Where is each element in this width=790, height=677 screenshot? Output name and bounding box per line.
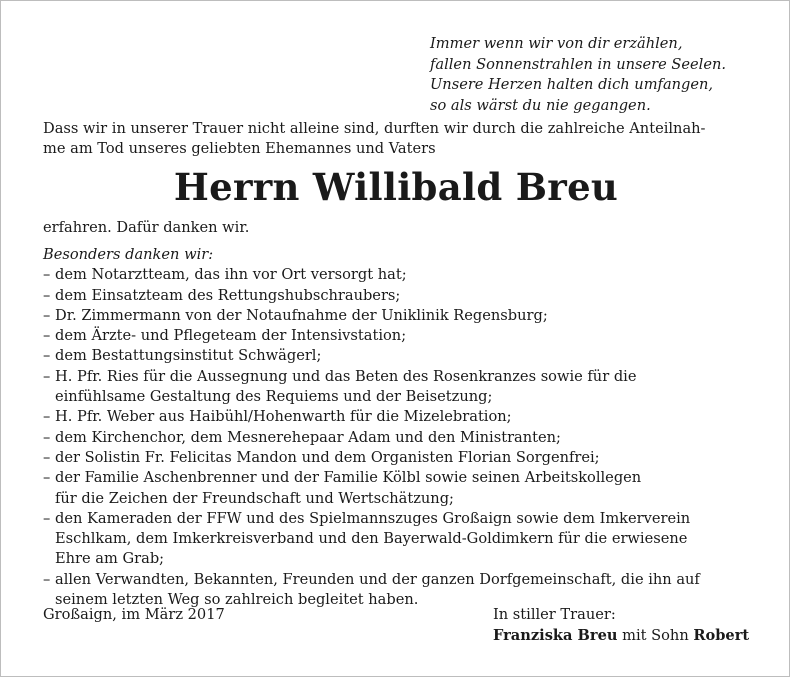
list-dash: – (43, 367, 51, 385)
thanks-list (43, 265, 763, 610)
thanks-item-text: allen Verwandten, Bekannten, Freunden und der ganzen Dorfgemeinschaft, die ihn auf seinem letzten Weg so zahlreich begleitet haben. (55, 570, 700, 609)
list-dash: – (43, 469, 51, 487)
thanks-item (43, 448, 763, 468)
thanks-item (43, 367, 763, 408)
list-dash: – (43, 306, 51, 324)
poem-line: Immer wenn wir von dir erzählen, (430, 35, 683, 52)
poem-line: so als wärst du nie gegangen. (430, 96, 651, 114)
thanks-item (43, 346, 763, 366)
list-dash: – (43, 428, 51, 446)
signer-joiner: mit Sohn (617, 626, 694, 644)
after-name-text: erfahren. Dafür danken wir. (43, 219, 250, 236)
thanks-item-text: dem Notarztteam, das ihn vor Ort versorgt hat; (55, 266, 407, 284)
thanks-item-text: H. Pfr. Weber aus Haibühl/Hohenwarth für die Mizelebration; (55, 408, 512, 426)
thanks-section (43, 245, 763, 610)
thanks-heading: Besonders danken wir: (43, 246, 214, 263)
thanks-item (43, 286, 763, 306)
thanks-item (43, 306, 763, 326)
thanks-item (43, 428, 763, 448)
signer-son: Robert (693, 626, 750, 644)
intro-paragraph (43, 119, 753, 159)
list-dash: – (43, 347, 51, 365)
poem-line: fallen Sonnenstrahlen in unsere Seelen. (430, 55, 726, 73)
in-mourning-label: In stiller Trauer: (493, 606, 616, 623)
signer-name: Franziska Breu (493, 626, 618, 644)
thanks-item-text: dem Kirchenchor, dem Mesnerehepaar Adam und den Ministranten; (55, 428, 561, 446)
list-dash: – (43, 408, 51, 426)
thanks-item-text: dem Einsatzteam des Rettungshubschraubers; (55, 286, 401, 304)
list-dash: – (43, 509, 51, 527)
signer-line (493, 626, 749, 647)
thanks-item-text: den Kameraden der FFW und des Spielmannszuges Großaign sowie dem Imkerverein Eschlkam, dem Imkerkreisverband und den Bayerwald-Goldimkern für die erwiesene Ehre am Grab; (55, 509, 691, 568)
list-dash: – (43, 570, 51, 588)
list-dash: – (43, 448, 51, 466)
intro-line: Dass wir in unserer Trauer nicht alleine sind, durften wir durch die zahlreiche Anteilnah- (43, 120, 706, 137)
thanks-item-text: der Familie Aschenbrenner und der Familie Kölbl sowie seinen Arbeitskollegen für die Zeichen der Freundschaft und Wertschätzung; (55, 469, 642, 507)
list-dash: – (43, 266, 51, 284)
poem-line: Unsere Herzen halten dich umfangen, (430, 76, 714, 93)
thanks-item-text: Dr. Zimmermann von der Notaufnahme der Uniklinik Regensburg; (55, 306, 548, 324)
thanks-item (43, 509, 763, 570)
memorial-poem (430, 34, 726, 116)
thanks-item (43, 468, 763, 509)
signature-block (493, 605, 749, 646)
list-dash: – (43, 286, 51, 304)
intro-line: me am Tod unseres geliebten Ehemannes und Vaters (43, 140, 436, 157)
list-dash: – (43, 327, 51, 345)
thanks-item (43, 407, 763, 427)
thanks-item (43, 265, 763, 285)
thanks-item-text: H. Pfr. Ries für die Aussegnung und das Beten des Rosenkranzes sowie für die einfühlsame Gestaltung des Requiems und der Beisetzung; (55, 367, 637, 406)
deceased-name: Herrn Willibald Breu (173, 165, 619, 209)
thanks-item-text: der Solistin Fr. Felicitas Mandon und dem Organisten Florian Sorgenfrei; (55, 448, 600, 466)
thanks-item-text: dem Bestattungsinstitut Schwägerl; (55, 347, 322, 365)
thanks-item-text: dem Ärzte- und Pflegeteam der Intensivstation; (55, 327, 407, 345)
thanks-item (43, 326, 763, 346)
place-date: Großaign, im März 2017 (43, 606, 225, 623)
